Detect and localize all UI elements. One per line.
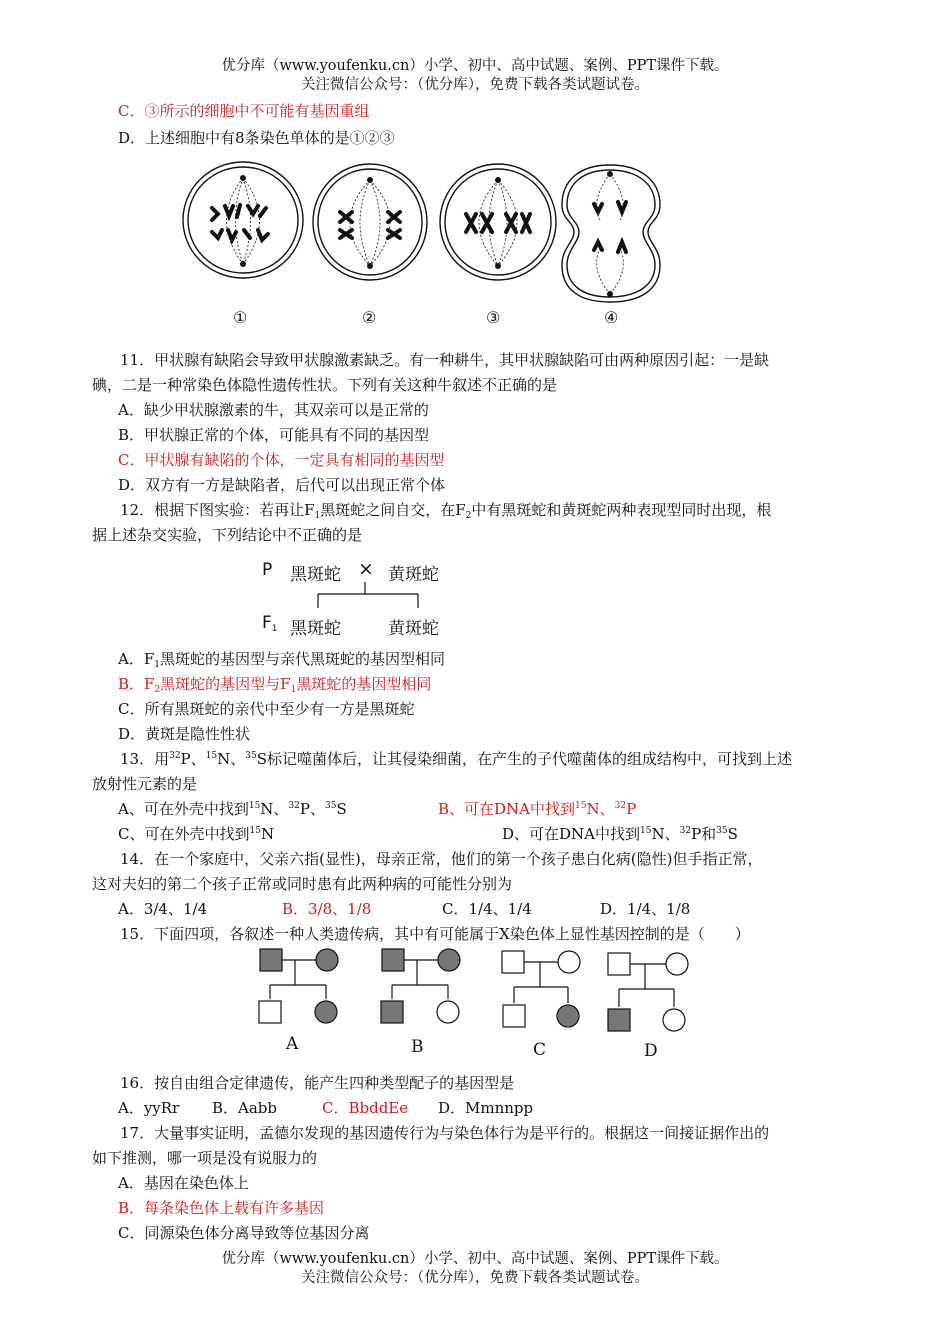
cross-f1-label: $F_1$ bbox=[262, 613, 278, 634]
header-line-1: 优分库（www.youfenku.cn）小学、初中、高中试题、案例、PPT课件下载。 bbox=[221, 58, 729, 74]
q14-option-a: A．3/4、1/4 bbox=[118, 900, 208, 918]
q12-option-c: C．所有黑斑蛇的亲代中至少有一方是黑斑蛇 bbox=[118, 700, 415, 718]
q17-stem-1: 17．大量事实证明，孟德尔发现的基因遗传行为与染色体行为是平行的。根据这一间接证据作出的 bbox=[120, 1124, 770, 1142]
q11-stem-1: 11．甲状腺有缺陷会导致甲状腺激素缺乏。有一种耕牛，其甲状腺缺陷可由两种原因引起：一是缺 bbox=[120, 351, 770, 369]
pedigree-label-d: D bbox=[644, 1041, 658, 1061]
cell-label-3: ③ bbox=[486, 308, 501, 327]
q17-option-c: C．同源染色体分离导致等位基因分离 bbox=[118, 1224, 370, 1242]
q13-option-d: D、可在DNA中找到$^{15}$N、$^{32}$P和$^{35}$S bbox=[502, 825, 738, 843]
pedigree-b-daughter bbox=[437, 1001, 459, 1023]
pedigree-charts bbox=[250, 945, 710, 1040]
pedigree-label-c: C bbox=[533, 1040, 547, 1060]
q11-option-d: D．双方有一方是缺陷者，后代可以出现正常个体 bbox=[118, 476, 446, 494]
q10-option-d: D．上述细胞中有8条染色单体的是①②③ bbox=[118, 129, 395, 147]
q11-stem-2: 碘，二是一种常染色体隐性遗传性状。下列有关这种牛叙述不正确的是 bbox=[92, 376, 558, 394]
pedigree-a-son bbox=[259, 1001, 281, 1023]
pedigree-d-daughter bbox=[663, 1009, 685, 1031]
q13-stem-1: 13．用$^{32}$P、$^{15}$N、$^{35}$S标记噬菌体后，让其侵染细菌，在产生的子代噬菌体的组成结构中，可找到上述 bbox=[120, 750, 792, 768]
q15-stem: 15．下面四项，各叙述一种人类遗传病，其中有可能属于X染色体上显性基因控制的是（ ） bbox=[120, 925, 750, 943]
q14-option-b: B．3/8、1/8 bbox=[282, 900, 372, 918]
cell-division-figure bbox=[170, 160, 670, 310]
pedigree-b-son bbox=[381, 1001, 403, 1023]
q12-option-d: D．黄斑是隐性性状 bbox=[118, 725, 251, 743]
pedigree-a-father bbox=[260, 949, 282, 971]
pedigree-c-daughter bbox=[557, 1005, 579, 1027]
q12-stem-2: 据上述杂交实验，下列结论中不正确的是 bbox=[92, 526, 363, 544]
cross-symbol: × bbox=[358, 558, 374, 580]
pedigree-label-b: B bbox=[411, 1037, 424, 1057]
pedigree-d-father bbox=[608, 953, 630, 975]
q13-option-c: C、可在外壳中找到$^{15}$N bbox=[118, 825, 275, 843]
q14-option-c: C．1/4、1/4 bbox=[442, 900, 532, 918]
cell-label-1: ① bbox=[233, 308, 248, 327]
q16-option-c: C．BbddEe bbox=[322, 1099, 409, 1117]
pedigree-d-son bbox=[608, 1009, 630, 1031]
pedigree-b-mother bbox=[438, 949, 460, 971]
q17-option-a: A．基因在染色体上 bbox=[118, 1174, 249, 1192]
q11-option-a: A．缺少甲状腺激素的牛，其双亲可以是正常的 bbox=[118, 401, 429, 419]
q17-option-b: B．每条染色体上载有许多基因 bbox=[118, 1199, 325, 1217]
cell-4 bbox=[562, 165, 660, 302]
pedigree-c-son bbox=[503, 1005, 525, 1027]
cross-offspring-2: 黄斑蛇 bbox=[388, 619, 439, 639]
q12-stem-1: 12．根据下图实验：若再让$F_1$黑斑蛇之间自交，在$F_2$中有黑斑蛇和黄斑蛇两种表现型同时出现，根 bbox=[120, 501, 772, 521]
pedigree-label-a: A bbox=[286, 1034, 299, 1054]
q14-option-d: D．1/4、1/8 bbox=[600, 900, 691, 918]
q17-stem-2: 如下推测，哪一项是没有说服力的 bbox=[92, 1149, 318, 1167]
pedigree-a-daughter bbox=[315, 1001, 337, 1023]
q12-option-a: A．$F_1$黑斑蛇的基因型与亲代黑斑蛇的基因型相同 bbox=[118, 650, 445, 670]
q11-option-c: C．甲状腺有缺陷的个体，一定具有相同的基因型 bbox=[118, 451, 445, 469]
cross-p-label: P bbox=[262, 560, 273, 580]
cell-label-2: ② bbox=[362, 308, 377, 327]
header-line-2: 关注微信公众号：（优分库），免费下载各类试题试卷。 bbox=[301, 77, 649, 93]
q16-option-d: D．Mmnnpp bbox=[438, 1099, 534, 1117]
cross-parent-1: 黑斑蛇 bbox=[290, 565, 341, 585]
q10-option-c: C．③所示的细胞中不可能有基因重组 bbox=[118, 102, 370, 120]
pedigree-c-father bbox=[502, 951, 524, 973]
cross-parent-2: 黄斑蛇 bbox=[388, 565, 439, 585]
q14-stem-1: 14．在一个家庭中，父亲六指(显性)，母亲正常，他们的第一个孩子患白化病(隐性)但手指正常， bbox=[120, 850, 763, 868]
q16-stem: 16．按自由组合定律遗传，能产生四种类型配子的基因型是 bbox=[120, 1074, 515, 1092]
pedigree-a-mother bbox=[316, 949, 338, 971]
q14-stem-2: 这对夫妇的第二个孩子正常或同时患有此两种病的可能性分别为 bbox=[92, 875, 513, 893]
q13-option-a: A、可在外壳中找到$^{15}$N、$^{32}$P、$^{35}$S bbox=[118, 800, 347, 818]
q16-option-b: B．Aabb bbox=[212, 1099, 278, 1117]
q13-stem-2: 放射性元素的是 bbox=[92, 775, 198, 793]
q12-option-b: B．$F_2$黑斑蛇的基因型与$F_1$黑斑蛇的基因型相同 bbox=[118, 675, 432, 695]
pedigree-d-mother bbox=[666, 953, 688, 975]
pedigree-b-father bbox=[382, 949, 404, 971]
cell-label-4: ④ bbox=[604, 308, 619, 327]
q13-option-b: B、可在DNA中找到$^{15}$N、$^{32}$P bbox=[438, 800, 637, 818]
footer-line-1: 优分库（www.youfenku.cn）小学、初中、高中试题、案例、PPT课件下载。 bbox=[221, 1251, 729, 1267]
cross-offspring-1: 黑斑蛇 bbox=[290, 619, 341, 639]
pedigree-c-mother bbox=[558, 951, 580, 973]
footer-line-2: 关注微信公众号：（优分库），免费下载各类试题试卷。 bbox=[301, 1270, 649, 1286]
q16-option-a: A．yyRr bbox=[118, 1099, 180, 1117]
q11-option-b: B．甲状腺正常的个体，可能具有不同的基因型 bbox=[118, 426, 430, 444]
